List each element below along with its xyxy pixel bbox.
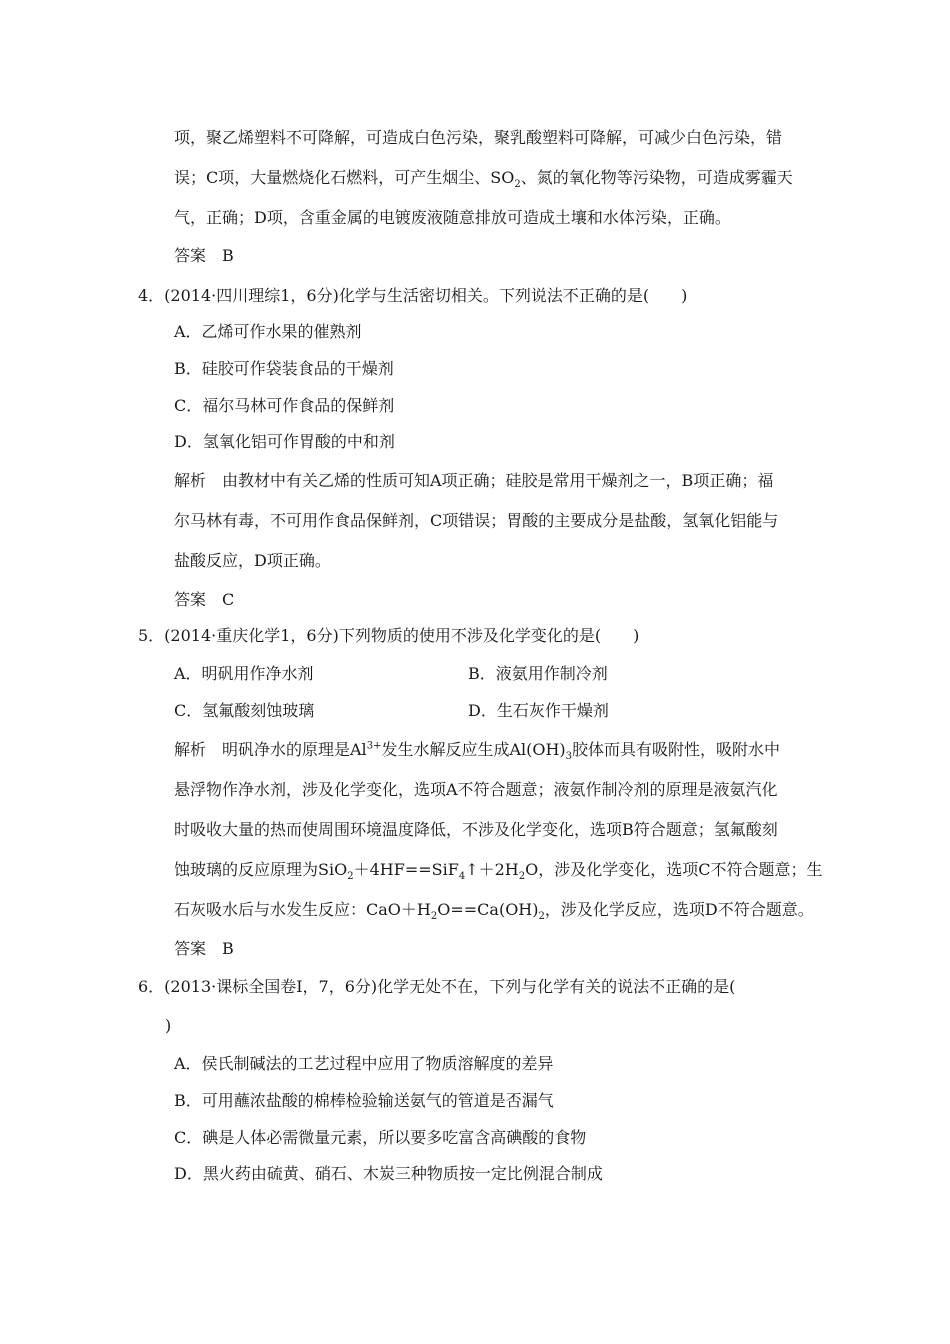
q6-option-a: A．侯氏制碱法的工艺过程中应用了物质溶解度的差异 [174,1054,554,1073]
q5-option-c: C．氢氟酸刻蚀玻璃 [174,701,315,720]
q5-explanation-line-5: 石灰吸水后与水发生反应：$CaO+H_2O==Ca(OH)_2$，涉及化学反应，选项D不符合题意。 [174,900,814,923]
q6-option-c: C．碘是人体必需微量元素，所以要多吃富含高碘酸的食物 [174,1128,587,1147]
q5-explanation-line-4: 蚀玻璃的反应原理为$SiO_2+4HF==SiF_4↑+2H_2O$，涉及化学变化，选项C不符合题意；生 [174,860,823,883]
q5-option-a: A．明矾用作净水剂 [174,664,314,683]
q4-explanation-line-1: 解析 由教材中有关乙烯的性质可知A项正确；硅胶是常用干燥剂之一，B项正确；福 [174,471,774,490]
q4-stem: 4．(2014·四川理综1，6分)化学与生活密切相关。下列说法不正确的是( ) [138,286,688,305]
q3-answer: 答案 B [174,246,234,265]
q5-option-b: B．液氨用作制冷剂 [468,664,608,683]
q4-option-b: B．硅胶可作袋装食品的干燥剂 [174,359,394,378]
q4-answer: 答案 C [174,590,235,609]
q5-explanation-line-2: 悬浮物作净水剂，涉及化学变化，选项A不符合题意；液氨作制冷剂的原理是液氨汽化 [174,780,778,799]
q6-stem-continuation: ) [165,1016,172,1035]
q6-option-d: D．黑火药由硫黄、硝石、木炭三种物质按一定比例混合制成 [174,1164,603,1183]
q5-explanation-line-1: 解析 明矾净水的原理是$Al^{3+}$发生水解反应生成$Al(OH)_3$胶体而具有吸附性，吸附水中 [174,740,781,763]
q4-option-d: D．氢氧化铝可作胃酸的中和剂 [174,432,395,451]
q3-explanation-line-3: 气，正确；D项，含重金属的电镀废液随意排放可造成土壤和水体污染，正确。 [174,208,731,227]
q3-explanation-line-2: 误；C项，大量燃烧化石燃料，可产生烟尘、$SO_2$、氮的氧化物等污染物，可造成雾霾天 [174,168,793,191]
q4-option-a: A．乙烯可作水果的催熟剂 [174,322,362,341]
q3-explanation-line-1: 项，聚乙烯塑料不可降解，可造成白色污染，聚乳酸塑料可降解，可减少白色污染，错 [174,128,783,147]
q4-option-c: C．福尔马林可作食品的保鲜剂 [174,396,395,415]
q4-explanation-line-3: 盐酸反应，D项正确。 [174,551,331,570]
q5-option-d: D．生石灰作干燥剂 [468,701,609,720]
q5-stem: 5．(2014·重庆化学1，6分)下列物质的使用不涉及化学变化的是( ) [138,626,640,645]
q5-answer: 答案 B [174,939,234,958]
q6-option-b: B．可用蘸浓盐酸的棉棒检验输送氨气的管道是否漏气 [174,1091,554,1110]
q6-stem: 6．(2013·课标全国卷Ⅰ，7，6分)化学无处不在，下列与化学有关的说法不正确的是( [138,977,736,996]
q4-explanation-line-2: 尔马林有毒，不可用作食品保鲜剂，C项错误；胃酸的主要成分是盐酸，氢氧化铝能与 [174,511,779,530]
q5-explanation-line-3: 时吸收大量的热而使周围环境温度降低，不涉及化学变化，选项B符合题意；氢氟酸刻 [174,820,778,839]
